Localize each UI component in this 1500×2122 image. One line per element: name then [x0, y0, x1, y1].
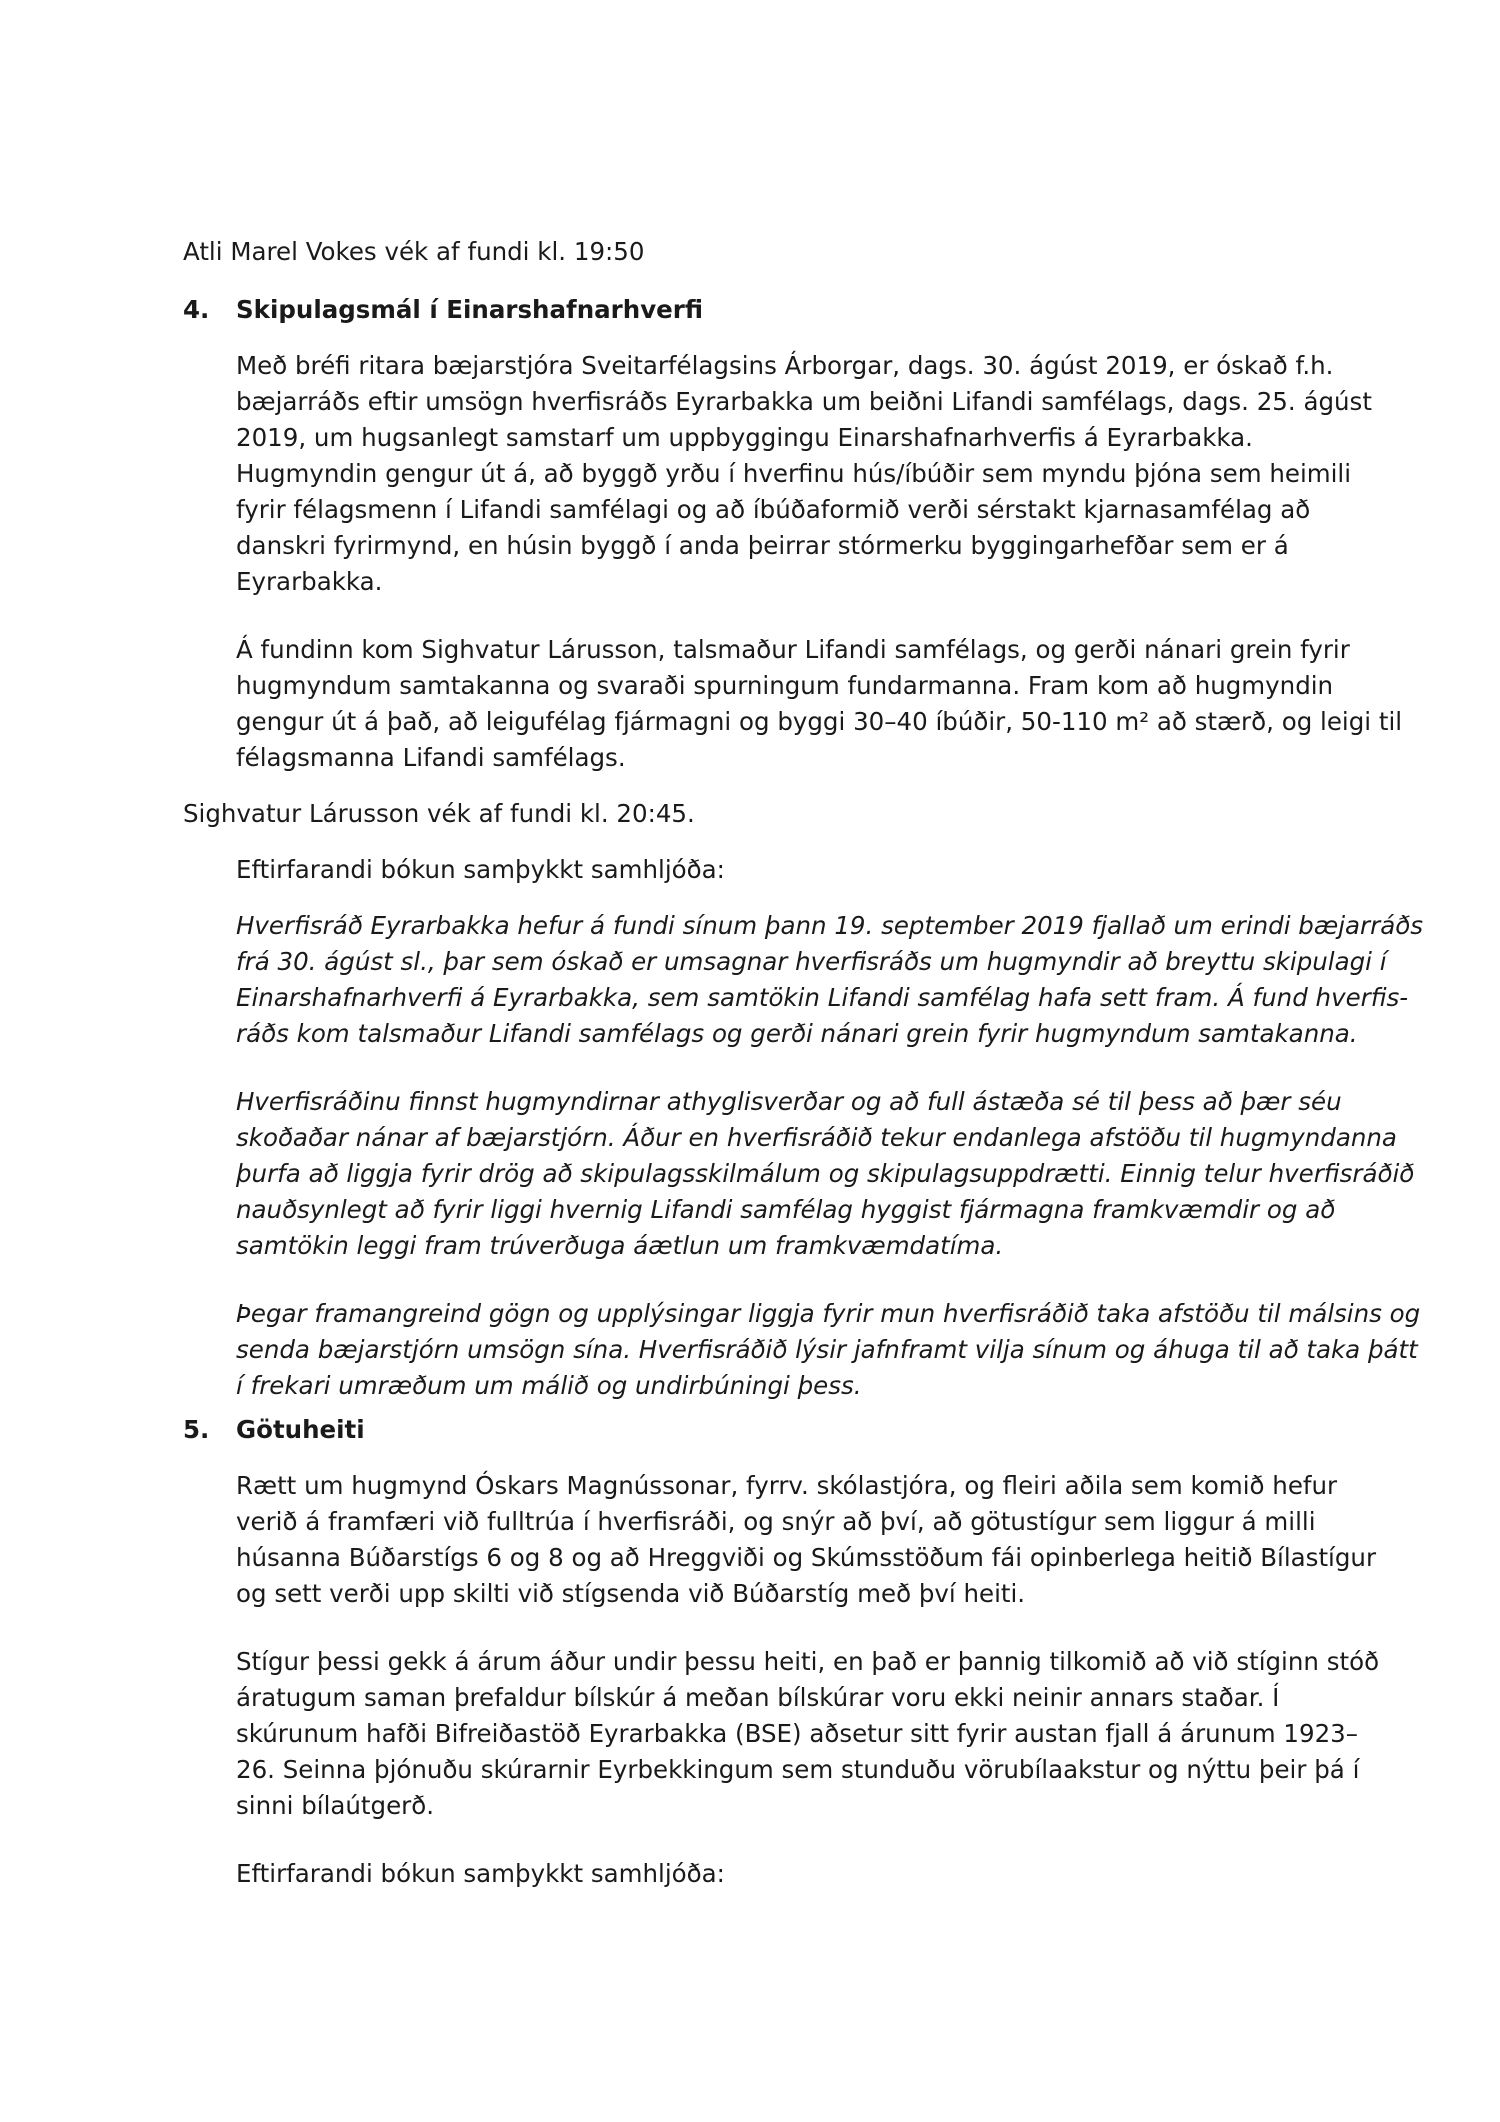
text-line: fyrir félagsmenn í Lifandi samfélagi og að íbúðaformið verði sérstakt kjarnasamfélag að [236, 495, 1311, 524]
text-line: frá 30. ágúst sl., þar sem óskað er umsagnar hverfisráðs um hugmyndir að breyttu skipulagi í [236, 947, 1387, 976]
text-line: Hugmyndin gengur út á, að byggð yrðu í hverfinu hús/íbúðir sem myndu þjóna sem heimili [236, 459, 1352, 488]
text-line: ráðs kom talsmaður Lifandi samfélags og gerði nánari grein fyrir hugmyndum samtakanna. [236, 1019, 1358, 1048]
text-line: danskri fyrirmynd, en húsin byggð í anda þeirrar stórmerku byggingarhefðar sem er á [236, 531, 1289, 560]
text-line: Hverfisráðinu finnst hugmyndirnar athyglisverðar og að full ástæða sé til þess að þær séu [236, 1087, 1342, 1116]
text-line: áratugum saman þrefaldur bílskúr á meðan bílskúrar voru ekki neinir annars staðar. Í [236, 1683, 1280, 1712]
text-line: Með bréfi ritara bæjarstjóra Sveitarfélagsins Árborgar, dags. 30. ágúst 2019, er óskað f.h. [236, 351, 1334, 380]
resolution-intro-2: Eftirfarandi bókun samþykkt samhljóða: [236, 1859, 725, 1888]
text-line: senda bæjarstjórn umsögn sína. Hverfisráðið lýsir jafnframt vilja sínum og áhuga til að taka þátt [236, 1335, 1418, 1364]
text-line: sinni bílaútgerð. [236, 1791, 435, 1820]
text-line: Eyrarbakka. [236, 567, 383, 596]
item-5-paragraph-1 [236, 1468, 1377, 1612]
text-line: Á fundinn kom Sighvatur Lárusson, talsmaður Lifandi samfélags, og gerði nánari grein fyrir [236, 635, 1350, 664]
text-line: hugmyndum samtakanna og svaraði spurningum fundarmanna. Fram kom að hugmyndin [236, 671, 1334, 700]
text-line: nauðsynlegt að fyrir liggi hvernig Lifandi samfélag hyggist fjármagna framkvæmdir og að [236, 1195, 1336, 1224]
text-line: samtökin leggi fram trúverðuga áætlun um framkvæmdatíma. [236, 1231, 1004, 1260]
text-line: félagsmanna Lifandi samfélags. [236, 743, 626, 772]
item-4-number: 4. [183, 295, 210, 324]
text-line: Stígur þessi gekk á árum áður undir þessu heiti, en það er þannig tilkomið að við stíginn stóð [236, 1647, 1380, 1676]
item-5-title: Götuheiti [236, 1415, 365, 1444]
text-line: Rætt um hugmynd Óskars Magnússonar, fyrrv. skólastjóra, og fleiri aðila sem komið hefur [236, 1471, 1338, 1500]
item-5-paragraph-2 [236, 1644, 1380, 1824]
text-line: Þegar framangreind gögn og upplýsingar liggja fyrir mun hverfisráðið taka afstöðu til málsins og [236, 1299, 1421, 1328]
text-line: 2019, um hugsanlegt samstarf um uppbyggingu Einarshafnarhverfis á Eyrarbakka. [236, 423, 1253, 452]
text-line: Einarshafnarhverfi á Eyrarbakka, sem samtökin Lifandi samfélag hafa sett fram. Á fund hverfis- [236, 983, 1409, 1012]
text-line: Hverfisráð Eyrarbakka hefur á fundi sínum þann 19. september 2019 fjallað um erindi bæjarráðs [236, 911, 1423, 940]
resolution-1-paragraph-3 [236, 1296, 1421, 1404]
text-line: skoðaðar nánar af bæjarstjórn. Áður en hverfisráðið tekur endanlega afstöðu til hugmyndanna [236, 1123, 1397, 1152]
resolution-1-paragraph-1 [236, 908, 1423, 1052]
text-line: skúrunum hafði Bifreiðastöð Eyrarbakka (BSE) aðsetur sitt fyrir austan fjall á árunum 1923– [236, 1719, 1358, 1748]
item-4-heading [183, 292, 703, 328]
resolution-1-paragraph-2 [236, 1084, 1415, 1264]
item-4-paragraph-2 [236, 632, 1403, 776]
text-line: verið á framfæri við fulltrúa í hverfisráði, og snýr að því, að götustígur sem liggur á milli [236, 1507, 1316, 1536]
text-line: í frekari umræðum um málið og undirbúningi þess. [236, 1371, 862, 1400]
text-line: gengur út á það, að leigufélag fjármagni og byggi 30–40 íbúðir, 50-110 m² að stærð, og leigi til [236, 707, 1403, 736]
text-line: þurfa að liggja fyrir drög að skipulagsskilmálum og skipulagsuppdrætti. Einnig telur hverfisráðið [236, 1159, 1415, 1188]
resolution-intro-1: Eftirfarandi bókun samþykkt samhljóða: [236, 855, 725, 884]
text-line: húsanna Búðarstígs 6 og 8 og að Hreggviði og Skúmsstöðum fái opinberlega heitið Bílastígur [236, 1543, 1377, 1572]
item-5-number: 5. [183, 1415, 210, 1444]
item-5-heading [183, 1412, 365, 1448]
text-line: bæjarráðs eftir umsögn hverfisráðs Eyrarbakka um beiðni Lifandi samfélags, dags. 25. ágúst [236, 387, 1372, 416]
item-4-paragraph-1 [236, 348, 1372, 600]
leave-note-sighvatur: Sighvatur Lárusson vék af fundi kl. 20:45. [183, 799, 695, 828]
text-line: og sett verði upp skilti við stígsenda við Búðarstíg með því heiti. [236, 1579, 1026, 1608]
text-line: 26. Seinna þjónuðu skúrarnir Eyrbekkingum sem stunduðu vörubílaakstur og nýttu þeir þá í [236, 1755, 1360, 1784]
leave-note-atli: Atli Marel Vokes vék af fundi kl. 19:50 [183, 237, 645, 266]
item-4-title: Skipulagsmál í Einarshafnarhverfi [236, 295, 704, 324]
